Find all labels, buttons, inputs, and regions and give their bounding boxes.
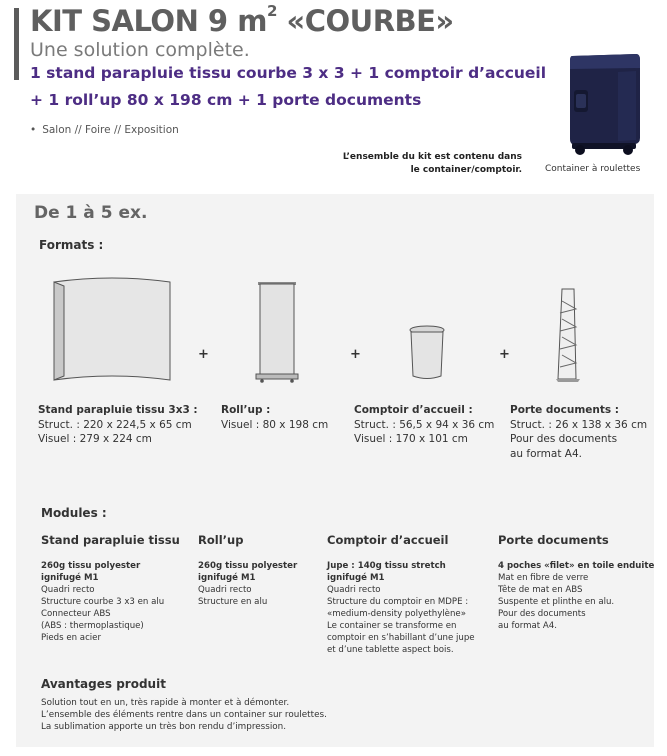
rollup-image <box>254 280 300 384</box>
page-title: KIT SALON 9 $m^2$ «COURBE» <box>30 2 454 38</box>
bullet-icon: • <box>30 124 37 136</box>
container-note: L’ensemble du kit est contenu dans le container/comptoir. <box>342 152 522 175</box>
module-details-stand: 260g tissu polyester ignifugé M1 Quadri recto Structure courbe 3 x3 en alu Connecteur ABS (ABS : thermoplastique) Pieds en acier <box>41 561 165 643</box>
format-counter: Comptoir d’accueil : Struct. : 56,5 x 94 x 36 cm Visuel : 170 x 101 cm <box>354 404 495 445</box>
page-subtitle: Une solution complète. <box>30 39 250 61</box>
module-title-counter: Comptoir d’accueil <box>327 533 449 547</box>
module-details-counter: Jupe : 140g tissu stretch ignifugé M1 Quadri recto Structure du comptoir en MDPE : «medium-density polyethylène» Le container se transforme en comptoir en s’habillant d’une jupe et d’une tablette aspect bois. <box>327 561 475 655</box>
rolling-container-image <box>566 52 642 156</box>
usage-tags: • Salon // Foire // Exposition <box>30 124 179 136</box>
quantity-range: De 1 à 5 ex. <box>34 203 148 223</box>
curved-stand-image <box>50 276 174 388</box>
kit-contents-line-2: + 1 roll’up 80 x 198 cm + 1 porte documents <box>30 91 422 109</box>
module-title-rollup: Roll’up <box>198 533 244 547</box>
kit-contents-line-1: 1 stand parapluie tissu courbe 3 x 3 + 1 comptoir d’accueil <box>30 64 547 82</box>
title-accent-bar <box>14 8 19 80</box>
plus-sign: + <box>499 347 510 362</box>
plus-sign: + <box>350 347 361 362</box>
module-title-stand: Stand parapluie tissu <box>41 533 180 547</box>
module-details-rollup: 260g tissu polyester ignifugé M1 Quadri recto Structure en alu <box>198 561 298 607</box>
plus-sign: + <box>198 347 209 362</box>
document-holder-image <box>552 287 584 383</box>
reception-counter-image <box>408 324 446 382</box>
module-details-document-holder: 4 poches «filet» en toile enduite Mat en fibre de verre Tête de mat en ABS Suspente et plinthe en alu. Pour des documents au format A4. <box>498 561 655 631</box>
container-caption: Container à roulettes <box>545 164 641 174</box>
format-rollup: Roll’up : Visuel : 80 x 198 cm <box>221 404 329 431</box>
formats-heading: Formats : <box>39 238 104 252</box>
format-stand: Stand parapluie tissu 3x3 : Struct. : 220 x 224,5 x 65 cm Visuel : 279 x 224 cm <box>38 404 198 445</box>
modules-heading: Modules : <box>41 506 107 520</box>
advantages-text: Solution tout en un, très rapide à monter et à démonter. L’ensemble des éléments rentre dans un container sur roulettes. La sublimation apporte un très bon rendu d’impression. <box>41 698 327 732</box>
format-document-holder: Porte documents : Struct. : 26 x 138 x 36 cm Pour des documents au format A4. <box>510 404 648 460</box>
advantages-heading: Avantages produit <box>41 677 166 691</box>
module-title-document-holder: Porte documents <box>498 533 609 547</box>
